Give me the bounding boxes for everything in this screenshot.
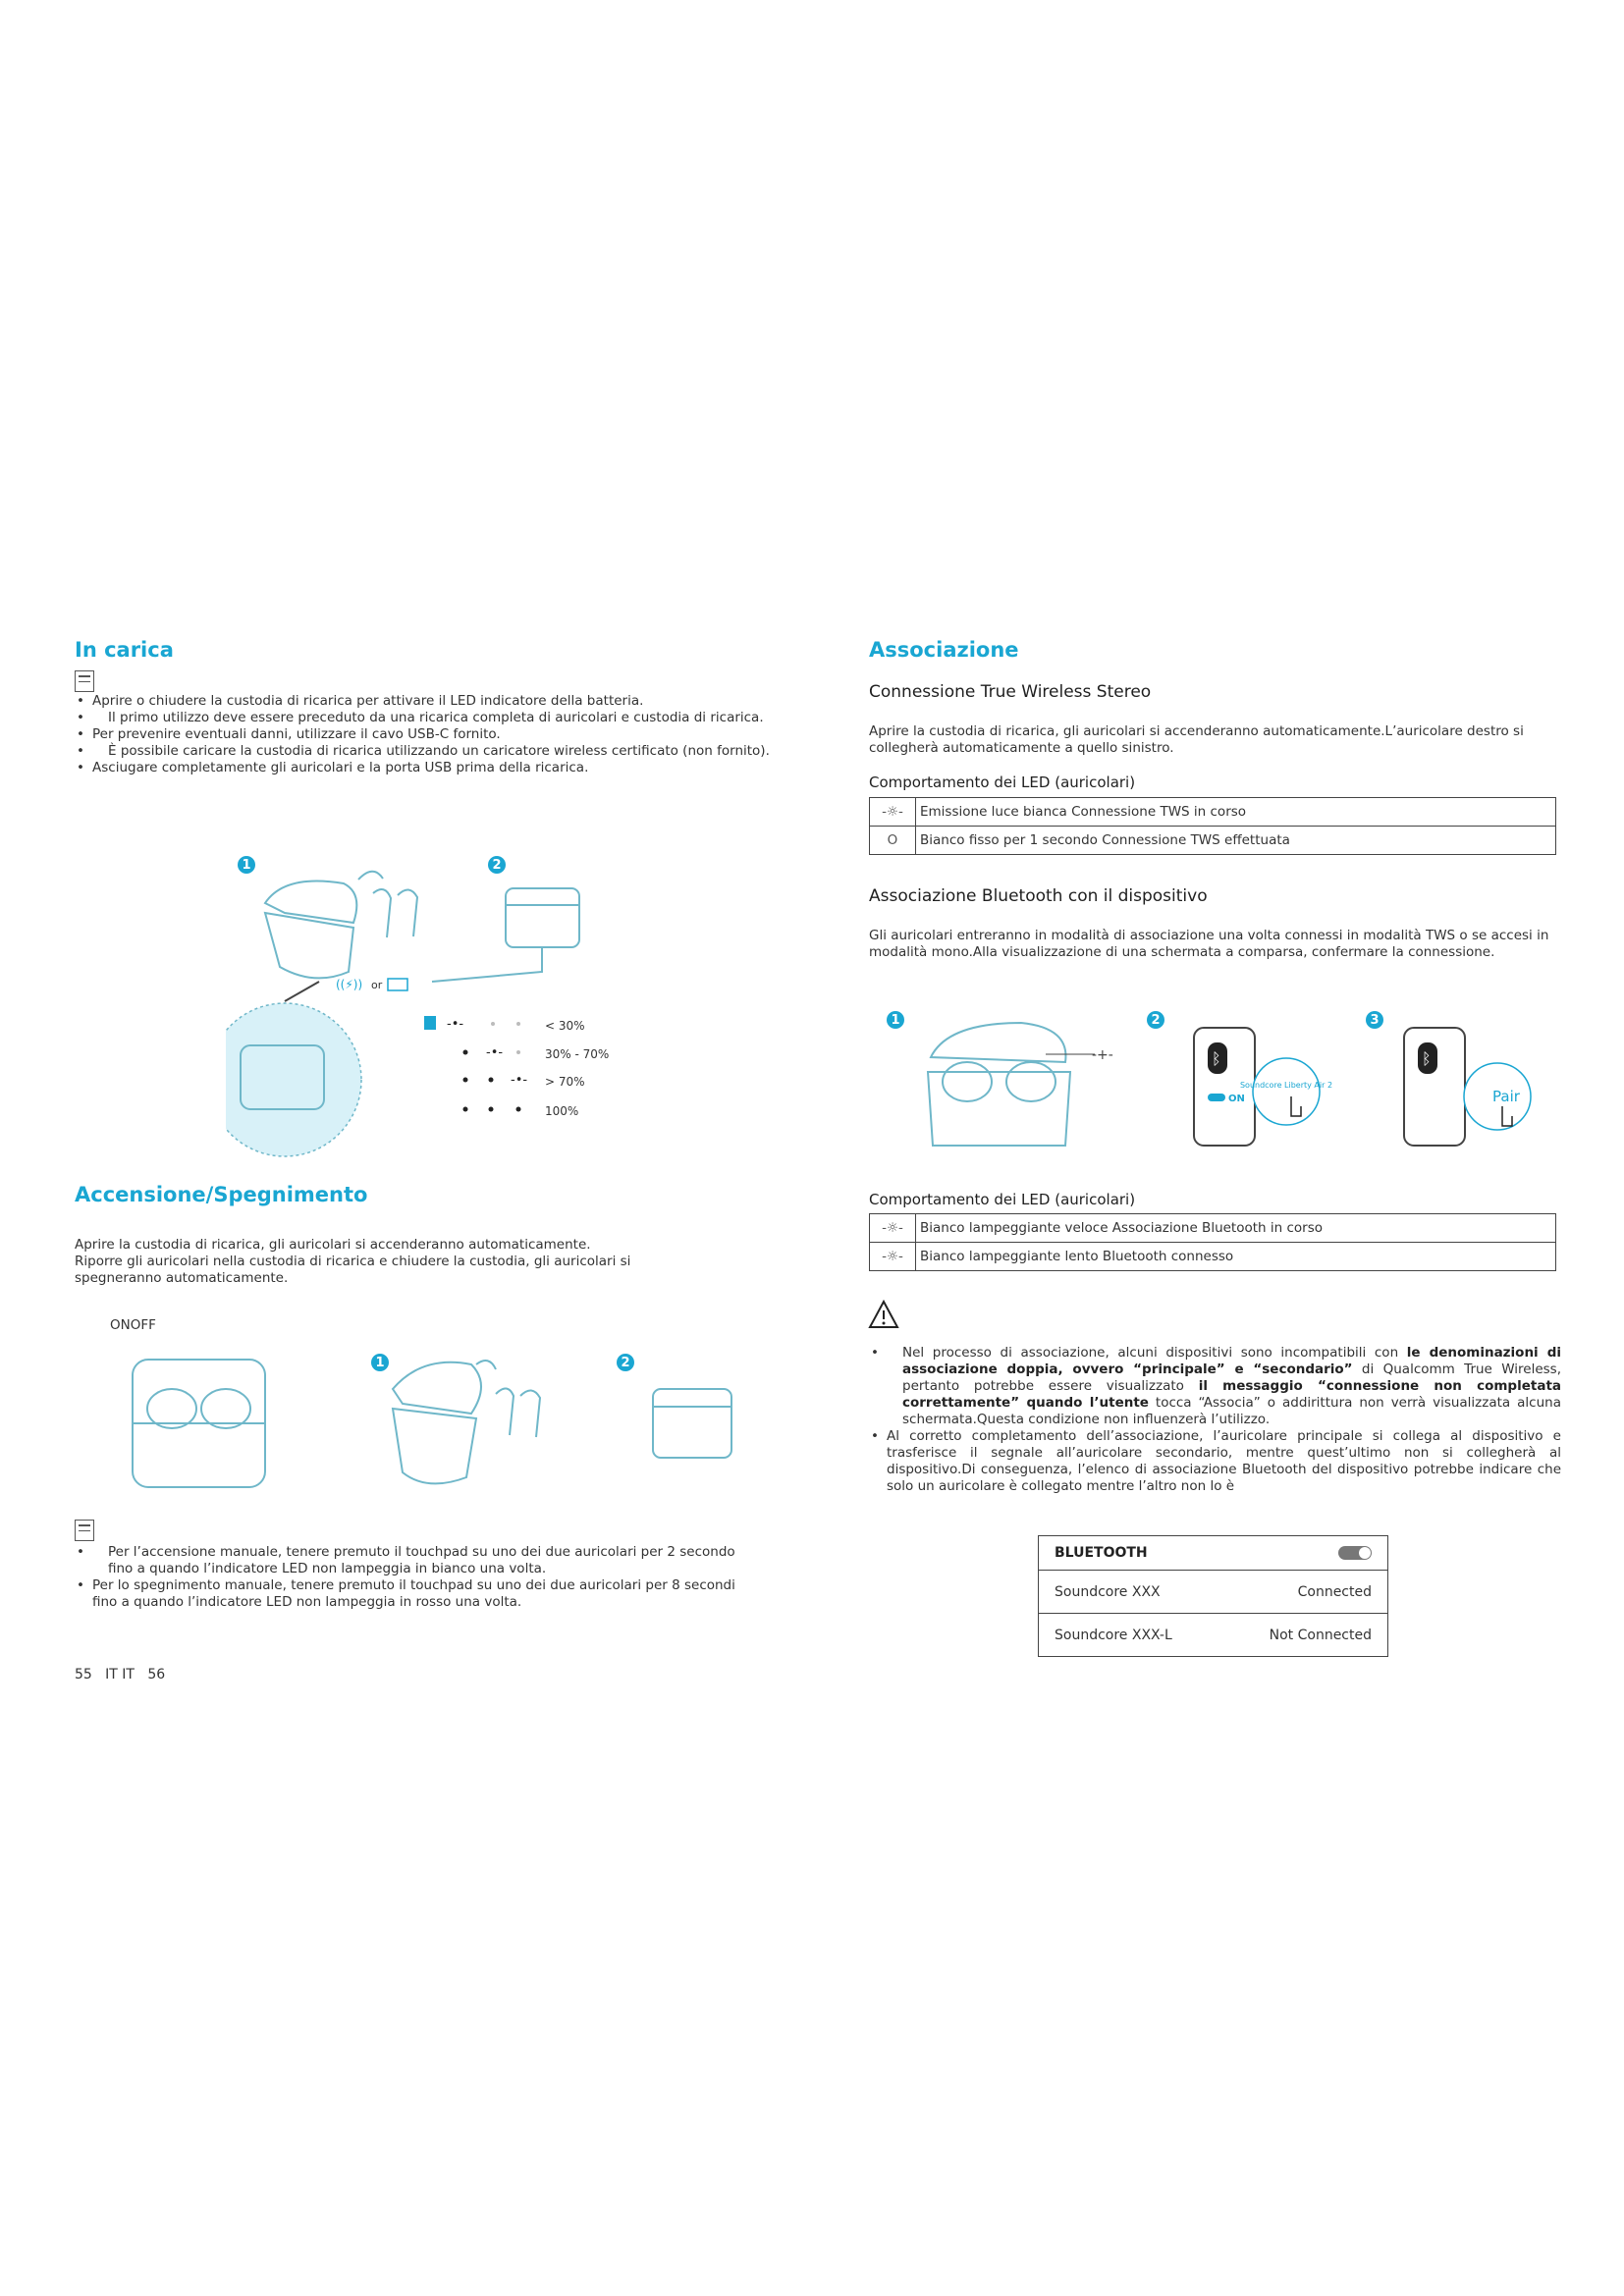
power-bullet: • Per lo spegnimento manuale, tenere premuto il touchpad su uno dei due auricolari per 8 secondi fino a quando l’indicatore LED non lampeggia in rosso una volta. — [75, 1577, 762, 1611]
led-title: Comportamento dei LED (auricolari) — [869, 774, 1136, 791]
svg-text:-•-: -•- — [486, 1045, 504, 1060]
svg-text:-•-: -•- — [511, 1073, 528, 1088]
step-number: 1 — [375, 1356, 385, 1370]
bluetooth-toggle[interactable] — [1338, 1546, 1372, 1560]
led-table-tws — [869, 797, 1556, 855]
tws-subtitle: Connessione True Wireless Stereo — [869, 682, 1152, 702]
battery-level: 100% — [545, 1104, 579, 1118]
step-number: 3 — [1370, 1013, 1380, 1028]
or-label: or — [371, 979, 383, 991]
svg-text:ᛒ: ᛒ — [1212, 1049, 1221, 1068]
bluetooth-header — [1039, 1536, 1387, 1570]
bluetooth-list — [1038, 1535, 1388, 1657]
led-slow-blink-icon: -☼- — [870, 1243, 916, 1271]
wireless-charging-icon: ((⚡)) — [336, 978, 363, 991]
charging-bullet: • Per prevenire eventuali danni, utilizzare il cavo USB-C fornito. — [75, 726, 772, 743]
table-row — [870, 827, 1556, 855]
step-number: 2 — [1151, 1013, 1161, 1028]
battery-level: < 30% — [545, 1019, 585, 1033]
power-title: Accensione/Spegnimento — [75, 1183, 368, 1206]
table-row — [870, 798, 1556, 827]
charging-title: In carica — [75, 638, 174, 662]
phone-pair-label: Pair — [1492, 1088, 1520, 1105]
bluetooth-device-row[interactable] — [1039, 1613, 1387, 1656]
bt-paragraph: Gli auricolari entreranno in modalità di associazione una volta connessi in modalità TWS o se accesi in modalità mono.Alla visualizzazione di una schermata a comparsa, confermare la connessione. — [869, 928, 1549, 960]
table-cell: Emissione luce bianca Connessione TWS in corso — [916, 798, 1556, 827]
device-status: Not Connected — [1269, 1627, 1372, 1643]
device-name: Soundcore XXX-L — [1055, 1627, 1172, 1643]
table-row — [870, 1243, 1556, 1271]
charging-bullets — [75, 693, 772, 776]
power-para1: Aprire la custodia di ricarica, gli auricolari si accenderanno automaticamente. — [75, 1237, 591, 1253]
charging-bullet: • Asciugare completamente gli auricolari e la porta USB prima della ricarica. — [75, 760, 772, 776]
led-solid-icon: O — [870, 827, 916, 855]
power-bullet: • Per l’accensione manuale, tenere premuto il touchpad su uno dei due auricolari per 2 secondo fino a quando l’indicatore LED non lampeggia in bianco una volta. — [75, 1544, 762, 1577]
step-number: 1 — [242, 858, 251, 873]
note-icon — [75, 1520, 94, 1541]
warning-bullets — [869, 1345, 1561, 1495]
battery-level: 30% - 70% — [545, 1047, 610, 1061]
tws-paragraph: Aprire la custodia di ricarica, gli auricolari si accenderanno automaticamente.L’auricolare destro si collegherà automaticamente a quello sinistro. — [869, 723, 1524, 756]
led-blink-icon: -☼- — [870, 798, 916, 827]
svg-text:ᛒ: ᛒ — [1422, 1049, 1432, 1068]
bluetooth-device-row[interactable] — [1039, 1570, 1387, 1613]
led-fast-blink-icon: -☼- — [870, 1214, 916, 1243]
step-number: 2 — [492, 858, 502, 873]
table-cell: Bianco lampeggiante lento Bluetooth connesso — [916, 1243, 1556, 1271]
pairing-illustration — [874, 1003, 1551, 1160]
table-cell: Bianco fisso per 1 secondo Connessione TWS effettuata — [916, 827, 1556, 855]
led-title: Comportamento dei LED (auricolari) — [869, 1191, 1136, 1208]
charging-bullet: • Aprire o chiudere la custodia di ricarica per attivare il LED indicatore della batteria. — [75, 693, 772, 710]
table-cell: Bianco lampeggiante veloce Associazione Bluetooth in corso — [916, 1214, 1556, 1243]
power-illustration — [128, 1345, 756, 1502]
table-row — [870, 1214, 1556, 1243]
bt-subtitle: Associazione Bluetooth con il dispositivo — [869, 886, 1208, 906]
phone-device-label: Soundcore Liberty Air 2 — [1239, 1081, 1333, 1090]
step-number: 1 — [891, 1013, 900, 1028]
onoff-label: ONOFF — [110, 1317, 156, 1333]
note-icon — [75, 670, 94, 692]
power-para2: Riporre gli auricolari nella custodia di ricarica e chiudere la custodia, gli auricolari si spegneranno automaticamente. — [75, 1254, 631, 1286]
svg-text:-•-: -•- — [447, 1017, 464, 1032]
step-number: 2 — [621, 1356, 630, 1370]
warning-bullet: • Nel processo di associazione, alcuni dispositivi sono incompatibili con le denominazioni di associazione doppia, ovvero “principale” e “secondario” di Qualcomm True Wireless, pertanto potrebbe essere visualizzato il messaggio “connessione non completata correttamente” quando l’utente tocca “Associa” o addirittura non verrà visualizzata alcuna schermata.Questa condizione non influenzerà l’utilizzo. — [869, 1345, 1561, 1428]
device-name: Soundcore XXX — [1055, 1583, 1161, 1600]
device-status: Connected — [1297, 1583, 1372, 1600]
svg-text:-+-: -+- — [1092, 1047, 1113, 1063]
charging-bullet: • È possibile caricare la custodia di ricarica utilizzando un caricatore wireless certificato (non fornito). — [75, 743, 772, 760]
led-table-bt — [869, 1213, 1556, 1271]
warning-bullet: • Al corretto completamento dell’associazione, l’auricolare principale si collega al dispositivo e trasferisce il segnale all’auricolare secondario, mentre quest’ultimo non si collegherà al dispositivo.Di conseguenza, l’elenco di associazione Bluetooth del dispositivo potrebbe indicare che solo un auricolare è collegato mentre l’altro non lo è — [869, 1428, 1561, 1495]
page-footer: 55 IT IT 56 — [75, 1667, 166, 1682]
warning-icon — [867, 1299, 900, 1330]
charging-bullet: • Il primo utilizzo deve essere preceduto da una ricarica completa di auricolari e custodia di ricarica. — [75, 710, 772, 726]
power-bullets — [75, 1544, 762, 1611]
pairing-title: Associazione — [869, 638, 1019, 662]
bluetooth-header-label: BLUETOOTH — [1055, 1545, 1148, 1561]
phone-on-label: ON — [1228, 1094, 1245, 1104]
battery-level: > 70% — [545, 1075, 585, 1089]
power-paragraph — [75, 1237, 703, 1287]
